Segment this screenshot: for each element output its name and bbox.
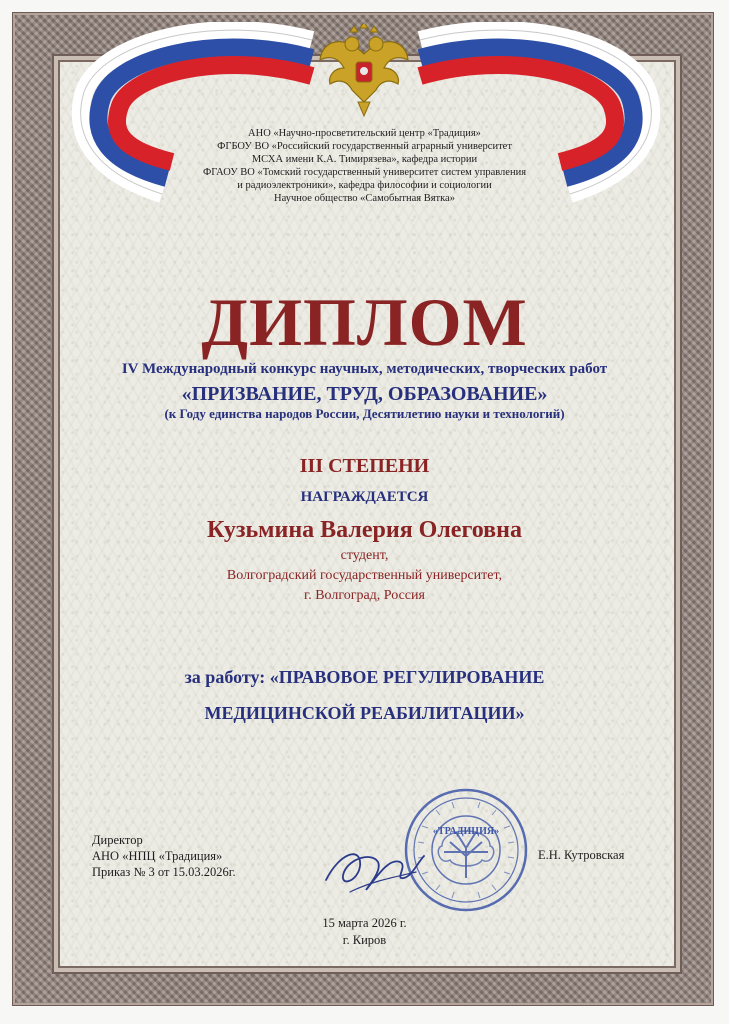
winner-city: г. Волгоград, Россия — [304, 588, 425, 603]
contest-line: IV Международный конкурс научных, методических, творческих работ — [121, 361, 608, 377]
director-org: АНО «НПЦ «Традиция» — [92, 849, 223, 863]
organizer-line: МСХА имени К.А. Тимирязева», кафедра истории — [251, 154, 478, 165]
stamp-center-text: «ТРАДИЦИЯ» — [432, 826, 500, 837]
award-degree: III СТЕПЕНИ — [299, 455, 430, 477]
issue-place: г. Киров — [342, 933, 387, 947]
director-title: Директор — [92, 833, 143, 847]
organizer-line: и радиоэлектроники», кафедра философии и социологии — [237, 180, 492, 191]
issue-date-block — [0, 915, 729, 949]
coat-of-arms-icon — [314, 24, 414, 120]
work-title-line-2: МЕДИЦИНСКОЙ РЕАБИЛИТАЦИИ» — [204, 703, 525, 723]
contest-subtitle: (к Году единства народов России, Десятилетию науки и технологий) — [164, 406, 565, 421]
diploma-title: ДИПЛОМ — [201, 284, 528, 360]
director-block — [92, 832, 236, 880]
organizers-list — [0, 127, 729, 205]
winner-university: Волгоградский государственный университет, — [226, 568, 503, 583]
signature-icon — [320, 832, 430, 902]
organizer-line: ФГАОУ ВО «Томский государственный университет систем управления — [202, 167, 527, 178]
organizer-line: АНО «Научно-просветительский центр «Традиция» — [248, 128, 481, 139]
order-number: Приказ № 3 от 15.03.2026г. — [92, 865, 236, 879]
contest-name: «ПРИЗВАНИЕ, ТРУД, ОБРАЗОВАНИЕ» — [181, 383, 548, 405]
organizer-line: Научное общество «Самобытная Вятка» — [274, 193, 455, 204]
organizer-line: ФГБОУ ВО «Российский государственный аграрный университет — [217, 141, 512, 152]
winner-name: Кузьмина Валерия Олеговна — [207, 517, 522, 543]
winner-position: студент, — [340, 548, 389, 563]
awarded-label: НАГРАЖДАЕТСЯ — [300, 489, 429, 505]
signer-name: Е.Н. Кутровская — [538, 848, 625, 862]
issue-date: 15 марта 2026 г. — [322, 916, 407, 930]
work-title-line-1: за работу: «ПРАВОВОЕ РЕГУЛИРОВАНИЕ — [184, 667, 545, 687]
